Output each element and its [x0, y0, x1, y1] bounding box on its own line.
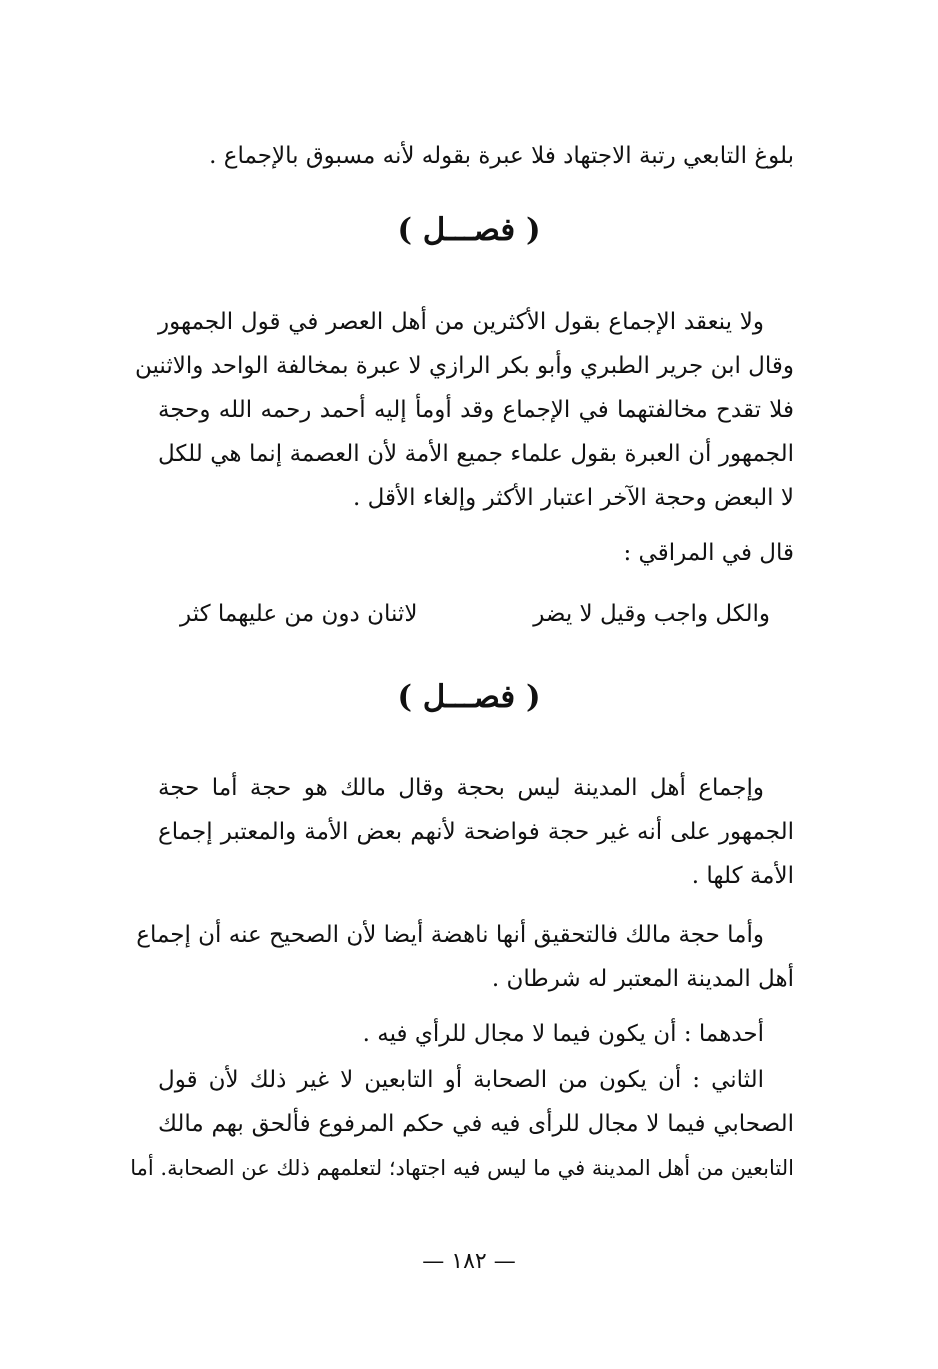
text-line: الثاني : أن يكون من الصحابة أو التابعين لا غير ذلك لأن قول [158, 1067, 764, 1093]
paragraph-medina-ijma [158, 768, 794, 900]
text-line: بلوغ التابعي رتبة الاجتهاد فلا عبرة بقوله لأنه مسبوق بالإجماع . [209, 143, 794, 169]
quote-intro [158, 533, 794, 573]
paragraph-second-condition [130, 1060, 794, 1192]
paragraph-first-condition [158, 1014, 794, 1054]
page-number: — ١٨٢ — [422, 1249, 516, 1274]
text-line: ولا ينعقد الإجماع بقول الأكثرين من أهل العصر في قول الجمهور [158, 309, 764, 335]
verse-first-hemistich: والكل واجب وقيل لا يضر [533, 601, 770, 627]
verse-line [180, 594, 770, 634]
text-line: لا البعض وحجة الآخر اعتبار الأكثر وإلغاء الأقل . [353, 485, 794, 511]
text-line: قال في المراقي : [623, 540, 794, 566]
text-line: وقال ابن جرير الطبري وأبو بكر الرازي لا عبرة بمخالفة الواحد والاثنين [134, 353, 794, 379]
text-line: وأما حجة مالك فالتحقيق أنها ناهضة أيضا لأن الصحيح عنه أن إجماع [136, 922, 764, 948]
paragraph-ijma-majority [134, 302, 794, 522]
text-line: أحدهما : أن يكون فيما لا مجال للرأي فيه . [362, 1021, 764, 1047]
text-line: أهل المدينة المعتبر له شرطان . [491, 966, 794, 992]
text-block-top [158, 136, 794, 176]
verse-second-hemistich: لاثنان دون من عليهما كثر [180, 601, 418, 627]
text-line: الصحابي فيما لا مجال للرأى فيه في حكم المرفوع فألحق بهم مالك [158, 1111, 794, 1137]
text-line: فلا تقدح مخالفتهما في الإجماع وقد أومأ إليه أحمد رحمه الله وحجة [158, 397, 794, 423]
section-heading: ( فصـــل ) [397, 212, 541, 248]
text-line: الجمهور على أنه غير حجة فواضحة لأنهم بعض الأمة والمعتبر إجماع [158, 819, 794, 845]
text-line: وإجماع أهل المدينة ليس بحجة وقال مالك هو حجة أما حجة [158, 775, 764, 801]
section-heading: ( فصـــل ) [397, 679, 541, 715]
text-line: الأمة كلها . [691, 863, 794, 889]
paragraph-malik-argument [136, 915, 794, 1003]
text-line: الجمهور أن العبرة بقول علماء جميع الأمة لأن العصمة إنما هي للكل [158, 441, 794, 467]
text-line: التابعين من أهل المدينة في ما ليس فيه اجتهاد؛ لتعلمهم ذلك عن الصحابة. أما [130, 1156, 794, 1180]
